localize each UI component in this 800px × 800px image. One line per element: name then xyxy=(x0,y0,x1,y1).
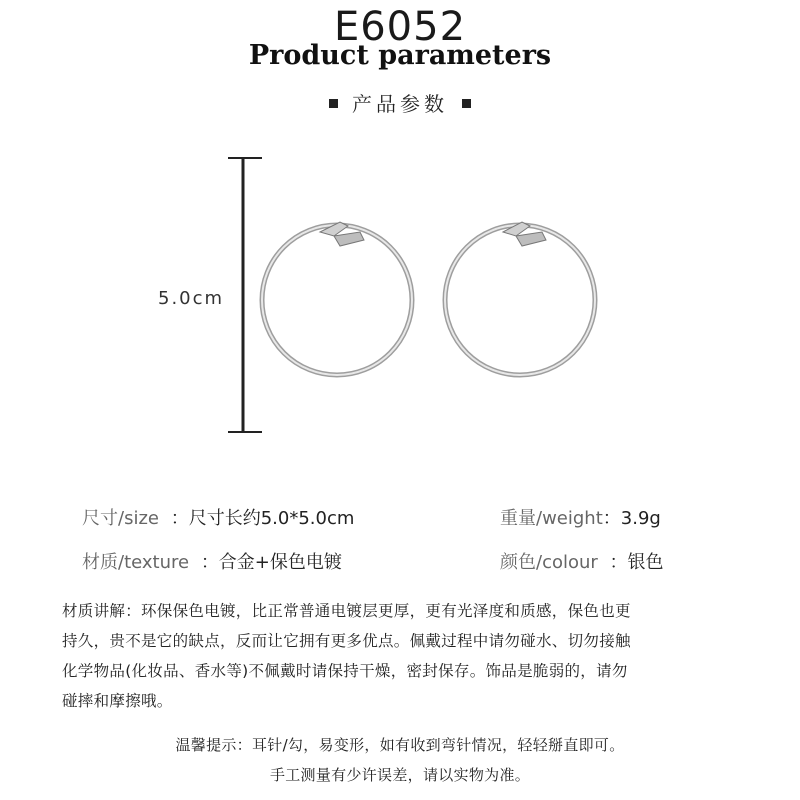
spec-colour-value: ：银色 xyxy=(609,552,664,573)
description-line: 碰摔和摩擦哦。 xyxy=(62,692,173,710)
description-line: 化学物品(化妆品、香水等)不佩戴时请保持干燥，密封保存。饰品是脆弱的，请勿 xyxy=(62,662,628,680)
spec-texture-key: 材质/texture xyxy=(82,552,190,573)
spec-weight-key: 重量/weight xyxy=(500,508,603,529)
material-description xyxy=(62,596,752,716)
left-hoop-earring xyxy=(262,222,412,375)
spec-colour-key: 颜色/colour xyxy=(500,552,598,573)
square-bullet-icon xyxy=(329,99,338,108)
earrings-image xyxy=(250,210,620,390)
product-code: E6052 xyxy=(333,4,467,50)
section-title xyxy=(0,88,800,117)
spec-texture xyxy=(82,548,342,574)
spec-weight xyxy=(500,504,661,530)
square-bullet-icon xyxy=(462,99,471,108)
spec-texture-value: ：合金+保色电镀 xyxy=(200,552,342,573)
spec-size-value: ：尺寸长约5.0*5.0cm xyxy=(170,508,355,529)
description-line: 持久，贵不是它的缺点，反而让它拥有更多优点。佩戴过程中请勿碰水、切勿接触 xyxy=(62,632,631,650)
tip-line-2: 手工测量有少许误差，请以实物为准。 xyxy=(269,766,531,784)
description-line: 材质讲解：环保保色电镀，比正常普通电镀层更厚，更有光泽度和质感，保色也更 xyxy=(62,602,631,620)
product-parameters-title: Product parameters xyxy=(248,40,552,71)
spec-weight-value: ：3.9g xyxy=(602,508,661,529)
spec-size-key: 尺寸/size xyxy=(82,508,159,529)
spec-size xyxy=(82,504,354,530)
right-hoop-earring xyxy=(445,222,595,375)
section-title-text: 产品参数 xyxy=(352,92,448,116)
spec-colour xyxy=(500,548,664,574)
dimension-label: 5.0cm xyxy=(158,288,225,309)
tip-line-1: 温馨提示：耳针/勾，易变形，如有收到弯针情况，轻轻掰直即可。 xyxy=(175,736,625,754)
